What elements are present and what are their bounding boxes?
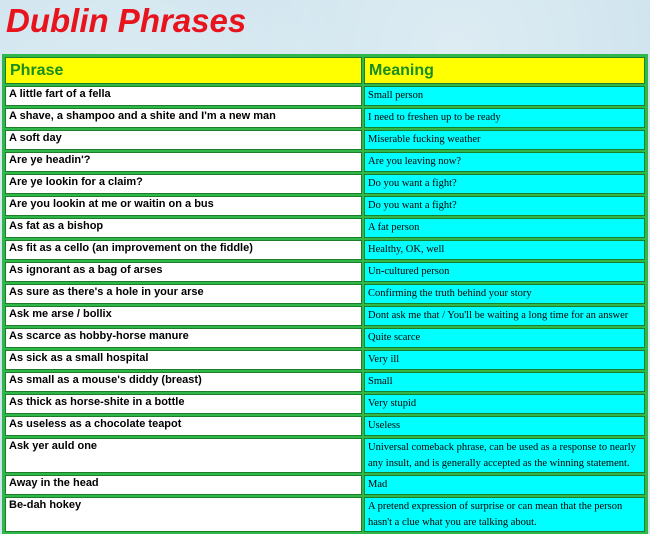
- phrase-cell: Are you lookin at me or waitin on a bus: [5, 196, 362, 216]
- phrase-cell: As fit as a cello (an improvement on the fiddle): [5, 240, 362, 260]
- table-row: [5, 108, 645, 128]
- meaning-cell: Are you leaving now?: [364, 152, 645, 172]
- meaning-cell: Do you want a fight?: [364, 174, 645, 194]
- phrase-cell: A soft day: [5, 130, 362, 150]
- meaning-cell: Do you want a fight?: [364, 196, 645, 216]
- phrase-cell: A shave, a shampoo and a shite and I'm a new man: [5, 108, 362, 128]
- phrase-cell: As ignorant as a bag of arses: [5, 262, 362, 282]
- meaning-cell: Useless: [364, 416, 645, 436]
- phrases-table: [3, 55, 647, 534]
- meaning-cell: Confirming the truth behind your story: [364, 284, 645, 304]
- phrases-table-wrapper: [2, 54, 648, 534]
- phrase-cell: Away in the head: [5, 475, 362, 495]
- table-row: [5, 196, 645, 216]
- table-row: [5, 416, 645, 436]
- table-row: [5, 262, 645, 282]
- meaning-cell: Dont ask me that / You'll be waiting a long time for an answer: [364, 306, 645, 326]
- table-row: [5, 475, 645, 495]
- meaning-cell: Healthy, OK, well: [364, 240, 645, 260]
- meaning-cell: A pretend expression of surprise or can mean that the person hasn't a clue what you are talking about.: [364, 497, 645, 532]
- table-row: [5, 218, 645, 238]
- meaning-cell: Universal comeback phrase, can be used as a response to nearly any insult, and is generally accepted as the winning statement.: [364, 438, 645, 473]
- table-row: [5, 130, 645, 150]
- phrase-cell: As scarce as hobby-horse manure: [5, 328, 362, 348]
- meaning-cell: Un-cultured person: [364, 262, 645, 282]
- table-row: [5, 372, 645, 392]
- meaning-cell: Quite scarce: [364, 328, 645, 348]
- phrase-cell: A little fart of a fella: [5, 86, 362, 106]
- phrase-cell: As thick as horse-shite in a bottle: [5, 394, 362, 414]
- table-row: [5, 328, 645, 348]
- phrase-cell: As fat as a bishop: [5, 218, 362, 238]
- meaning-cell: Very ill: [364, 350, 645, 370]
- page-title: Dublin Phrases: [6, 2, 247, 39]
- table-header-row: [5, 57, 645, 84]
- table-row: [5, 152, 645, 172]
- phrase-cell: As small as a mouse's diddy (breast): [5, 372, 362, 392]
- phrase-cell: Are ye lookin for a claim?: [5, 174, 362, 194]
- phrase-cell: Ask me arse / bollix: [5, 306, 362, 326]
- table-row: [5, 306, 645, 326]
- meaning-cell: Mad: [364, 475, 645, 495]
- table-row: [5, 240, 645, 260]
- meaning-cell: Small person: [364, 86, 645, 106]
- phrase-cell: Be-dah hokey: [5, 497, 362, 532]
- header-phrase: Phrase: [5, 57, 362, 84]
- meaning-cell: I need to freshen up to be ready: [364, 108, 645, 128]
- table-row: [5, 86, 645, 106]
- meaning-cell: Miserable fucking weather: [364, 130, 645, 150]
- table-row: [5, 350, 645, 370]
- meaning-cell: Very stupid: [364, 394, 645, 414]
- meaning-cell: Small: [364, 372, 645, 392]
- table-row: [5, 497, 645, 532]
- meaning-cell: A fat person: [364, 218, 645, 238]
- table-body: [5, 86, 645, 532]
- table-row: [5, 394, 645, 414]
- header-meaning: Meaning: [364, 57, 645, 84]
- table-row: [5, 438, 645, 473]
- phrase-cell: As useless as a chocolate teapot: [5, 416, 362, 436]
- phrase-cell: As sick as a small hospital: [5, 350, 362, 370]
- table-row: [5, 284, 645, 304]
- phrase-cell: Are ye headin'?: [5, 152, 362, 172]
- phrase-cell: As sure as there's a hole in your arse: [5, 284, 362, 304]
- phrase-cell: Ask yer auld one: [5, 438, 362, 473]
- table-row: [5, 174, 645, 194]
